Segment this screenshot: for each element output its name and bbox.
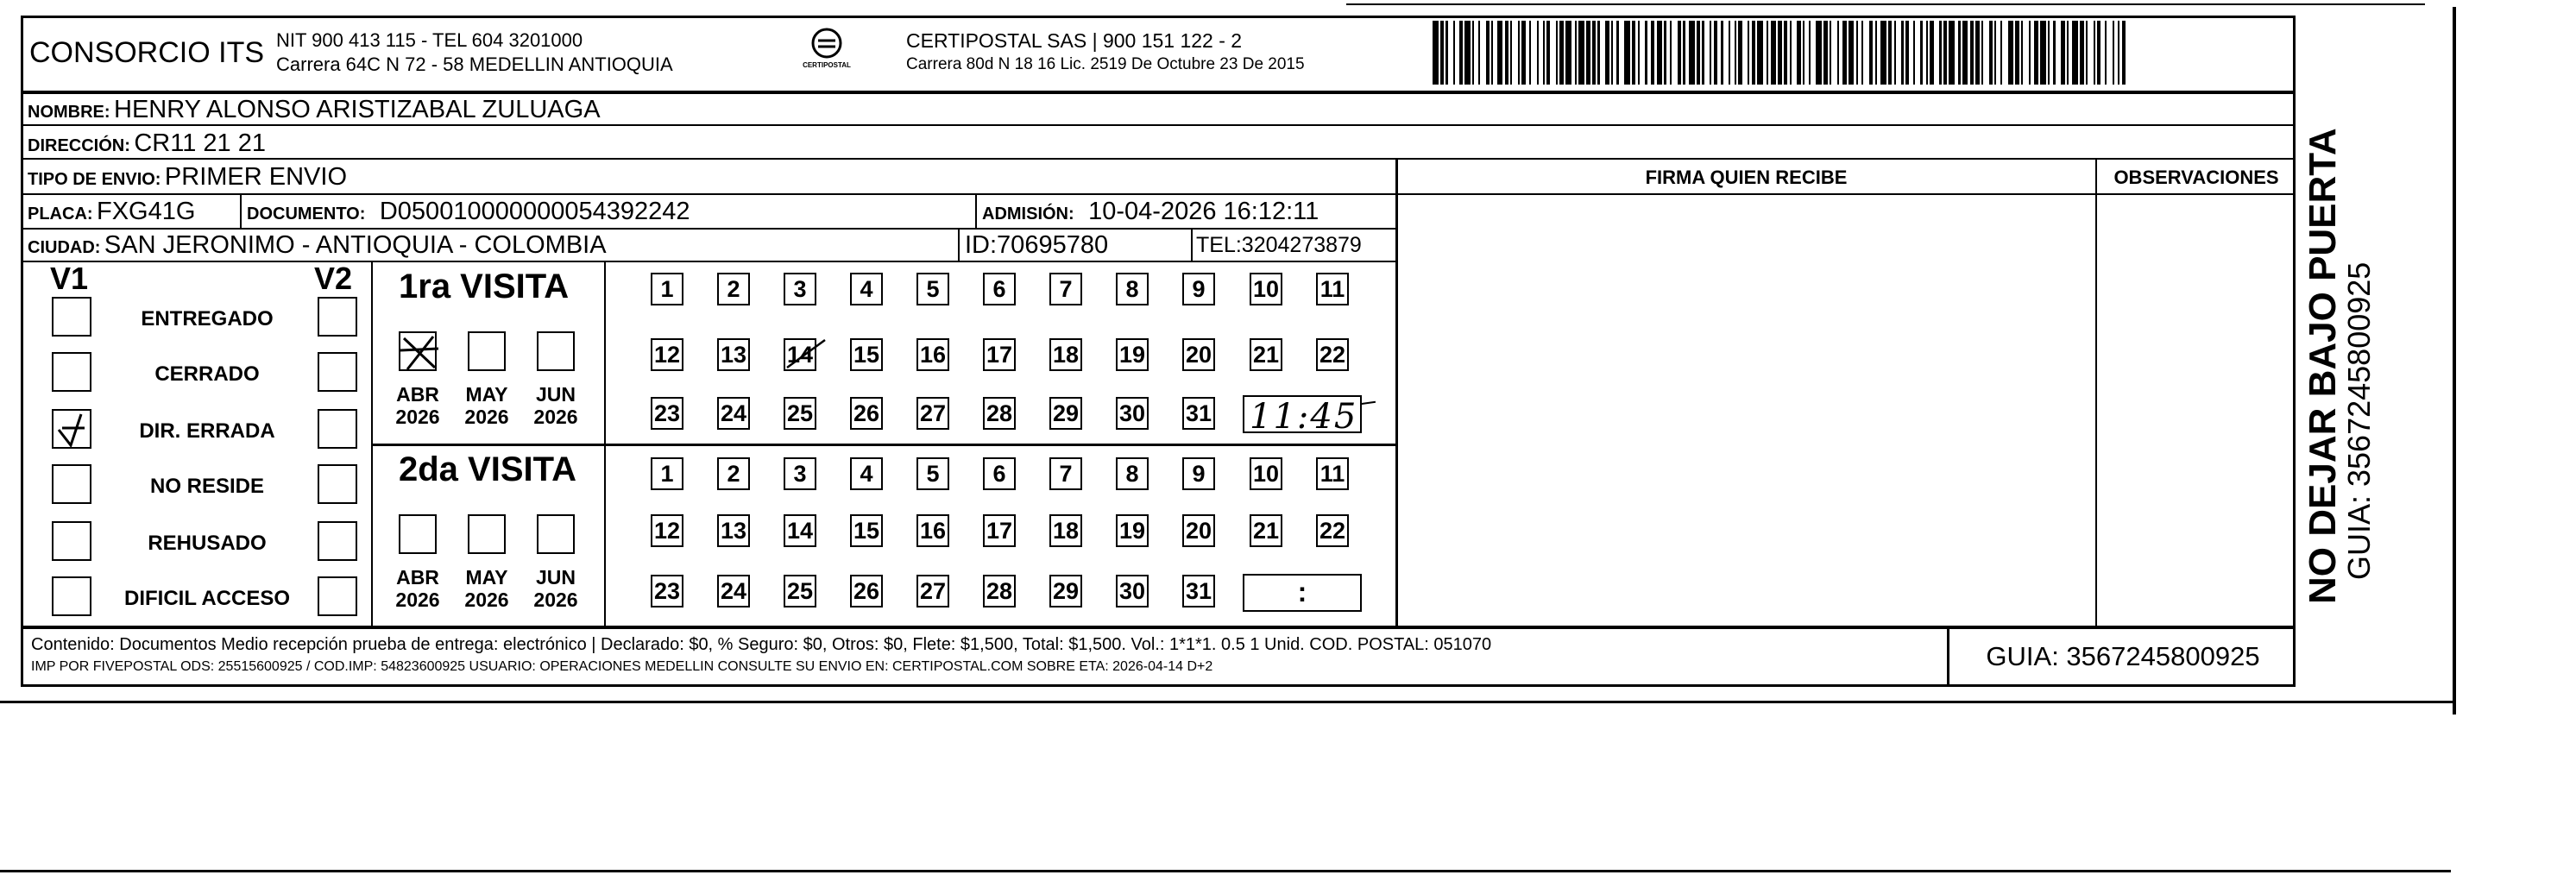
visit2-day-21[interactable]: 21 (1250, 514, 1282, 547)
direccion-label: DIRECCIÓN: (28, 136, 130, 155)
barcode-bar (1949, 21, 1955, 85)
month-checkbox[interactable] (537, 514, 575, 554)
visit1-title: 1ra VISITA (399, 268, 570, 305)
barcode-bar (1771, 21, 1777, 85)
footer-imp-line: IMP POR FIVEPOSTAL ODS: 25515600925 / COD.IMP: 54823600925 USUARIO: OPERACIONES MEDELLIN CONSULTE SU ENVIO EN: CERTIPOSTAL.COM SOBRE ETA: 2026-04-14 D+2 (31, 659, 1213, 674)
visit2-day-9[interactable]: 9 (1182, 457, 1215, 490)
admision-field (982, 198, 1319, 226)
row-line (1397, 193, 2296, 195)
status-label: REHUSADO (148, 532, 267, 555)
visit2-day-6[interactable]: 6 (983, 457, 1016, 490)
barcode-bar (2080, 21, 2083, 85)
admision-label: ADMISIÓN: (982, 205, 1074, 223)
barcode-bar (1735, 21, 1736, 85)
row-line (21, 193, 1397, 195)
barcode-bar (1803, 21, 1804, 85)
barcode-bar (1823, 21, 1827, 85)
barcode-bar (1778, 21, 1781, 85)
barcode-bar (1537, 21, 1539, 85)
visit1-day-4[interactable]: 4 (850, 273, 883, 305)
barcode-bar (1632, 21, 1635, 85)
barcode-bar (1830, 21, 1831, 85)
tipo-envio-row (28, 163, 347, 192)
barcode-bar (1809, 21, 1811, 85)
visit1-day-7[interactable]: 7 (1049, 273, 1082, 305)
col-line (958, 228, 960, 261)
barcode-bar (1880, 21, 1886, 85)
month-label: MAY 2026 (464, 383, 509, 428)
barcode-bar (2118, 21, 2119, 85)
month-checkbox[interactable] (468, 514, 506, 554)
barcode-bar (1970, 21, 1974, 85)
visit1-day-29[interactable]: 29 (1049, 397, 1082, 430)
visit2-day-5[interactable]: 5 (916, 457, 949, 490)
barcode-bar (1714, 21, 1717, 85)
barcode-bar (1678, 21, 1681, 85)
barcode-bar (1989, 21, 1993, 85)
barcode-bar (1721, 21, 1723, 85)
v1-checkbox[interactable] (52, 464, 91, 504)
barcode-bar (1638, 21, 1640, 85)
barcode-bar (2086, 21, 2088, 85)
barcode-bar (1869, 21, 1873, 85)
status-label: DIR. ERRADA (139, 419, 275, 443)
month-checkbox[interactable] (399, 514, 437, 554)
status-label: NO RESIDE (149, 475, 265, 498)
barcode-bar (1597, 21, 1599, 85)
v2-checkbox[interactable] (318, 352, 357, 392)
barcode-bar (1521, 21, 1525, 85)
visit1-day-13[interactable]: 13 (717, 338, 750, 371)
barcode-bar (2048, 21, 2050, 85)
barcode-bar (1888, 21, 1892, 85)
barcode-bar (1645, 21, 1647, 85)
ciudad-field (28, 231, 607, 260)
month-checkbox[interactable] (468, 331, 506, 371)
barcode-bar (1816, 21, 1822, 85)
tear-line (0, 870, 2451, 872)
barcode-bar (1546, 21, 1550, 85)
v1-checkbox[interactable] (52, 409, 91, 449)
barcode-bar (1592, 21, 1596, 85)
barcode-bar (1459, 21, 1463, 85)
barcode-bar (1556, 21, 1558, 85)
certipostal-line1: CERTIPOSTAL SAS | 900 151 122 - 2 (906, 29, 1243, 52)
barcode-bar (1842, 21, 1846, 85)
visit1-day-19[interactable]: 19 (1116, 338, 1149, 371)
visit2-day-16[interactable]: 16 (916, 514, 949, 547)
barcode-bar (1486, 21, 1490, 85)
barcode-bar (1913, 21, 1915, 85)
col-line (2095, 158, 2097, 628)
barcode-bar (1611, 21, 1613, 85)
col-line (240, 193, 242, 228)
month-label: ABR 2026 (395, 566, 440, 611)
visit2-day-2[interactable]: 2 (717, 457, 750, 490)
visit1-day-25[interactable]: 25 (784, 397, 816, 430)
barcode-bar (1664, 21, 1666, 85)
barcode-bar (1440, 21, 1444, 85)
visit2-day-15[interactable]: 15 (850, 514, 883, 547)
visit1-day-2[interactable]: 2 (717, 273, 750, 305)
visit1-day-1[interactable]: 1 (651, 273, 683, 305)
barcode-bar (1445, 21, 1447, 85)
documento-field (247, 198, 690, 226)
visit2-day-24[interactable]: 24 (717, 575, 750, 607)
v1-checkbox[interactable] (52, 297, 91, 337)
status-label: ENTREGADO (141, 307, 274, 330)
barcode-bar (1797, 21, 1800, 85)
placa-label: PLACA: (28, 205, 93, 223)
barcode-bar (2067, 21, 2069, 85)
month-label: MAY 2026 (464, 566, 509, 611)
footer-guia: GUIA: 3567245800925 (1986, 641, 2260, 671)
barcode-bar (2113, 21, 2114, 85)
barcode-bar (1994, 21, 1996, 85)
v1-label: V1 (50, 261, 89, 296)
nombre-row (28, 96, 601, 124)
x-mark-icon (400, 333, 438, 373)
visit1-day-21[interactable]: 21 (1250, 338, 1282, 371)
barcode-bar (1981, 21, 1983, 85)
barcode-bar (2122, 21, 2126, 85)
visit1-day-12[interactable]: 12 (651, 338, 683, 371)
side-warning: NO DEJAR BAJO PUERTA (2302, 128, 2344, 604)
barcode-bar (1529, 21, 1531, 85)
v1-checkbox[interactable] (52, 576, 91, 616)
barcode-bar (1958, 21, 1960, 85)
visit2-time: : (1297, 576, 1307, 607)
visit2-day-30[interactable]: 30 (1116, 575, 1149, 607)
barcode-bar (1757, 21, 1763, 85)
strike-mark-icon (782, 335, 834, 375)
barcode-bar (1920, 21, 1922, 85)
placa-value: FXG41G (97, 198, 196, 225)
barcode-bar (1784, 21, 1787, 85)
barcode-bar (1472, 21, 1474, 85)
barcode-bar (1939, 21, 1941, 85)
visit1-day-18[interactable]: 18 (1049, 338, 1082, 371)
visit2-day-17[interactable]: 17 (983, 514, 1016, 547)
direccion-row (28, 129, 266, 158)
visit2-day-1[interactable]: 1 (651, 457, 683, 490)
barcode-bar (1710, 21, 1711, 85)
row-line (21, 261, 1397, 262)
barcode-bar (1975, 21, 1979, 85)
visit1-day-31[interactable]: 31 (1182, 397, 1215, 430)
visit1-day-9[interactable]: 9 (1182, 273, 1215, 305)
visit2-day-10[interactable]: 10 (1250, 457, 1282, 490)
v2-label: V2 (314, 261, 353, 296)
barcode-bar (1861, 21, 1863, 85)
barcode-bar (1738, 21, 1741, 85)
barcode-bar (1943, 21, 1947, 85)
company-nit: NIT 900 413 115 - TEL 604 3201000 (276, 29, 583, 51)
barcode-bar (2000, 21, 2002, 85)
visit2-day-31[interactable]: 31 (1182, 575, 1215, 607)
col-line (1395, 158, 1398, 628)
barcode-bar (1702, 21, 1704, 85)
visit1-day-20[interactable]: 20 (1182, 338, 1215, 371)
v2-checkbox[interactable] (318, 521, 357, 561)
side-text (2303, 121, 2376, 604)
barcode-bar (1683, 21, 1685, 85)
admision-value: 10-04-2026 16:12:11 (1088, 198, 1319, 225)
v2-checkbox[interactable] (318, 297, 357, 337)
barcode-bar (1491, 21, 1493, 85)
col-line (1191, 228, 1193, 261)
barcode-bar (1930, 21, 1933, 85)
check-mark-icon (54, 411, 93, 450)
logo-icon (809, 26, 844, 60)
barcode-bar (1767, 21, 1768, 85)
barcode-bar (1565, 21, 1571, 85)
tipo-label: TIPO DE ENVIO: (28, 170, 161, 189)
row-line (21, 158, 2296, 160)
bottom-edge-line (0, 701, 2456, 703)
row-line (371, 444, 1396, 446)
ciudad-label: CIUDAD: (28, 238, 101, 257)
month-checkbox[interactable] (399, 331, 437, 371)
barcode-bar (2097, 21, 2100, 85)
direccion-value: CR11 21 21 (134, 129, 266, 157)
barcode-bar (1962, 21, 1968, 85)
tipo-value: PRIMER ENVIO (164, 163, 348, 191)
visit2-day-28[interactable]: 28 (983, 575, 1016, 607)
visit2-day-13[interactable]: 13 (717, 514, 750, 547)
barcode-bar (1586, 21, 1590, 85)
visit2-day-27[interactable]: 27 (916, 575, 949, 607)
visit1-day-27[interactable]: 27 (916, 397, 949, 430)
visit1-day-22[interactable]: 22 (1316, 338, 1349, 371)
barcode-bar (1697, 21, 1700, 85)
barcode-bar (1624, 21, 1630, 85)
company-address: Carrera 64C N 72 - 58 MEDELLIN ANTIOQUIA (276, 54, 673, 75)
month-label: ABR 2026 (395, 383, 440, 428)
month-checkbox[interactable] (537, 331, 575, 371)
footer-col-line (1947, 628, 1949, 687)
visit1-day-23[interactable]: 23 (651, 397, 683, 430)
barcode-bar (2094, 21, 2095, 85)
nombre-value: HENRY ALONSO ARISTIZABAL ZULUAGA (114, 96, 601, 123)
visit2-day-14[interactable]: 14 (784, 514, 816, 547)
barcode-bar (1729, 21, 1730, 85)
visit2-day-7[interactable]: 7 (1049, 457, 1082, 490)
barcode-bar (1543, 21, 1545, 85)
barcode-bar (2061, 21, 2064, 85)
v2-checkbox[interactable] (318, 409, 357, 449)
barcode-bar (2015, 21, 2019, 85)
v1-checkbox[interactable] (52, 521, 91, 561)
visit1-day-6[interactable]: 6 (983, 273, 1016, 305)
status-label: CERRADO (154, 362, 260, 386)
visit2-day-18[interactable]: 18 (1049, 514, 1082, 547)
visit2-day-11[interactable]: 11 (1316, 457, 1349, 490)
barcode-bar (1790, 21, 1792, 85)
barcode-bar (2021, 21, 2023, 85)
barcode-bar (1464, 21, 1471, 85)
barcode-bar (1453, 21, 1455, 85)
barcode-bar (1752, 21, 1755, 85)
barcode-bar (2053, 21, 2055, 85)
visit2-time-box[interactable] (1243, 574, 1362, 612)
barcode-bar (1856, 21, 1858, 85)
barcode (1433, 21, 2123, 85)
visit1-time-box[interactable] (1243, 395, 1362, 437)
id-field: ID:70695780 (965, 231, 1109, 259)
visit2-title: 2da VISITA (399, 450, 576, 488)
visit1-day-5[interactable]: 5 (916, 273, 949, 305)
certipostal-line2: Carrera 80d N 18 16 Lic. 2519 De Octubre 23 De 2015 (906, 55, 1305, 73)
ciudad-value: SAN JERONIMO - ANTIOQUIA - COLOMBIA (104, 231, 607, 259)
v1-checkbox[interactable] (52, 352, 91, 392)
barcode-bar (1748, 21, 1749, 85)
barcode-bar (2029, 21, 2031, 85)
barcode-bar (1875, 21, 1877, 85)
visit2-day-23[interactable]: 23 (651, 575, 683, 607)
visit1-day-3[interactable]: 3 (784, 273, 816, 305)
barcode-bar (2040, 21, 2046, 85)
barcode-bar (1670, 21, 1672, 85)
barcode-bar (1894, 21, 1896, 85)
barcode-bar (1849, 21, 1855, 85)
visit2-day-22[interactable]: 22 (1316, 514, 1349, 547)
barcode-bar (1657, 21, 1663, 85)
visit2-day-29[interactable]: 29 (1049, 575, 1082, 607)
visit1-day-10[interactable]: 10 (1250, 273, 1282, 305)
col-line (975, 193, 977, 228)
barcode-bar (1575, 21, 1577, 85)
barcode-bar (1651, 21, 1654, 85)
visit2-day-26[interactable]: 26 (850, 575, 883, 607)
barcode-bar (1559, 21, 1563, 85)
visit2-day-20[interactable]: 20 (1182, 514, 1215, 547)
barcode-bar (1616, 21, 1618, 85)
visit1-day-11[interactable]: 11 (1316, 273, 1349, 305)
barcode-bar (1478, 21, 1480, 85)
visit1-day-28[interactable]: 28 (983, 397, 1016, 430)
visit1-day-26[interactable]: 26 (850, 397, 883, 430)
certipostal-logo: CERTIPOSTAL (792, 26, 861, 69)
barcode-bar (1518, 21, 1520, 85)
barcode-bar (1433, 21, 1439, 85)
v2-checkbox[interactable] (318, 464, 357, 504)
visit2-day-3[interactable]: 3 (784, 457, 816, 490)
placa-field (28, 198, 195, 226)
nombre-label: NOMBRE: (28, 103, 110, 122)
barcode-bar (1505, 21, 1508, 85)
visit1-time: 11:45 (1250, 397, 1358, 437)
barcode-bar (1605, 21, 1609, 85)
barcode-bar (1497, 21, 1503, 85)
visit1-day-15[interactable]: 15 (850, 338, 883, 371)
visit2-day-12[interactable]: 12 (651, 514, 683, 547)
barcode-bar (1905, 21, 1909, 85)
barcode-bar (1510, 21, 1512, 85)
barcode-bar (2008, 21, 2014, 85)
firma-label: FIRMA QUIEN RECIBE (1645, 167, 1848, 188)
tel-field: TEL:3204273879 (1196, 233, 1362, 257)
status-label: DIFICIL ACCESO (123, 587, 290, 610)
row-line (21, 124, 2296, 126)
visit1-day-24[interactable]: 24 (717, 397, 750, 430)
barcode-bar (2072, 21, 2078, 85)
barcode-bar (1926, 21, 1928, 85)
visit1-day-17[interactable]: 17 (983, 338, 1016, 371)
visit2-day-8[interactable]: 8 (1116, 457, 1149, 490)
documento-label: DOCUMENTO: (247, 205, 366, 223)
v2-checkbox[interactable] (318, 576, 357, 616)
visit1-day-16[interactable]: 16 (916, 338, 949, 371)
visit1-day-30[interactable]: 30 (1116, 397, 1149, 430)
observaciones-label: OBSERVACIONES (2113, 167, 2279, 188)
side-guia: GUIA: 3567245800925 (2341, 261, 2377, 580)
visit1-day-8[interactable]: 8 (1116, 273, 1149, 305)
footer-content-line: Contenido: Documentos Medio recepción prueba de entrega: electrónico | Declarado: $0, % Seguro: $0, Otros: $0, Flete: $1,500, Total: $1,500. Vol.: 1*1*1. 0.5 1 Unid. COD. POSTAL: 051070 (31, 635, 1492, 654)
barcode-bar (1901, 21, 1903, 85)
barcode-bar (2105, 21, 2107, 85)
company-name: CONSORCIO ITS (29, 36, 265, 69)
barcode-bar (1578, 21, 1584, 85)
visit2-day-4[interactable]: 4 (850, 457, 883, 490)
visit2-day-25[interactable]: 25 (784, 575, 816, 607)
documento-value: D050010000000054392242 (379, 198, 690, 225)
month-label: JUN 2026 (533, 566, 578, 611)
right-edge-line (2453, 7, 2456, 714)
barcode-bar (1689, 21, 1695, 85)
visit1-day-14[interactable]: 14 (784, 338, 816, 371)
barcode-bar (1837, 21, 1839, 85)
visit2-day-19[interactable]: 19 (1116, 514, 1149, 547)
top-edge-line (1346, 3, 2425, 5)
barcode-bar (2034, 21, 2037, 85)
month-label: JUN 2026 (533, 383, 578, 428)
